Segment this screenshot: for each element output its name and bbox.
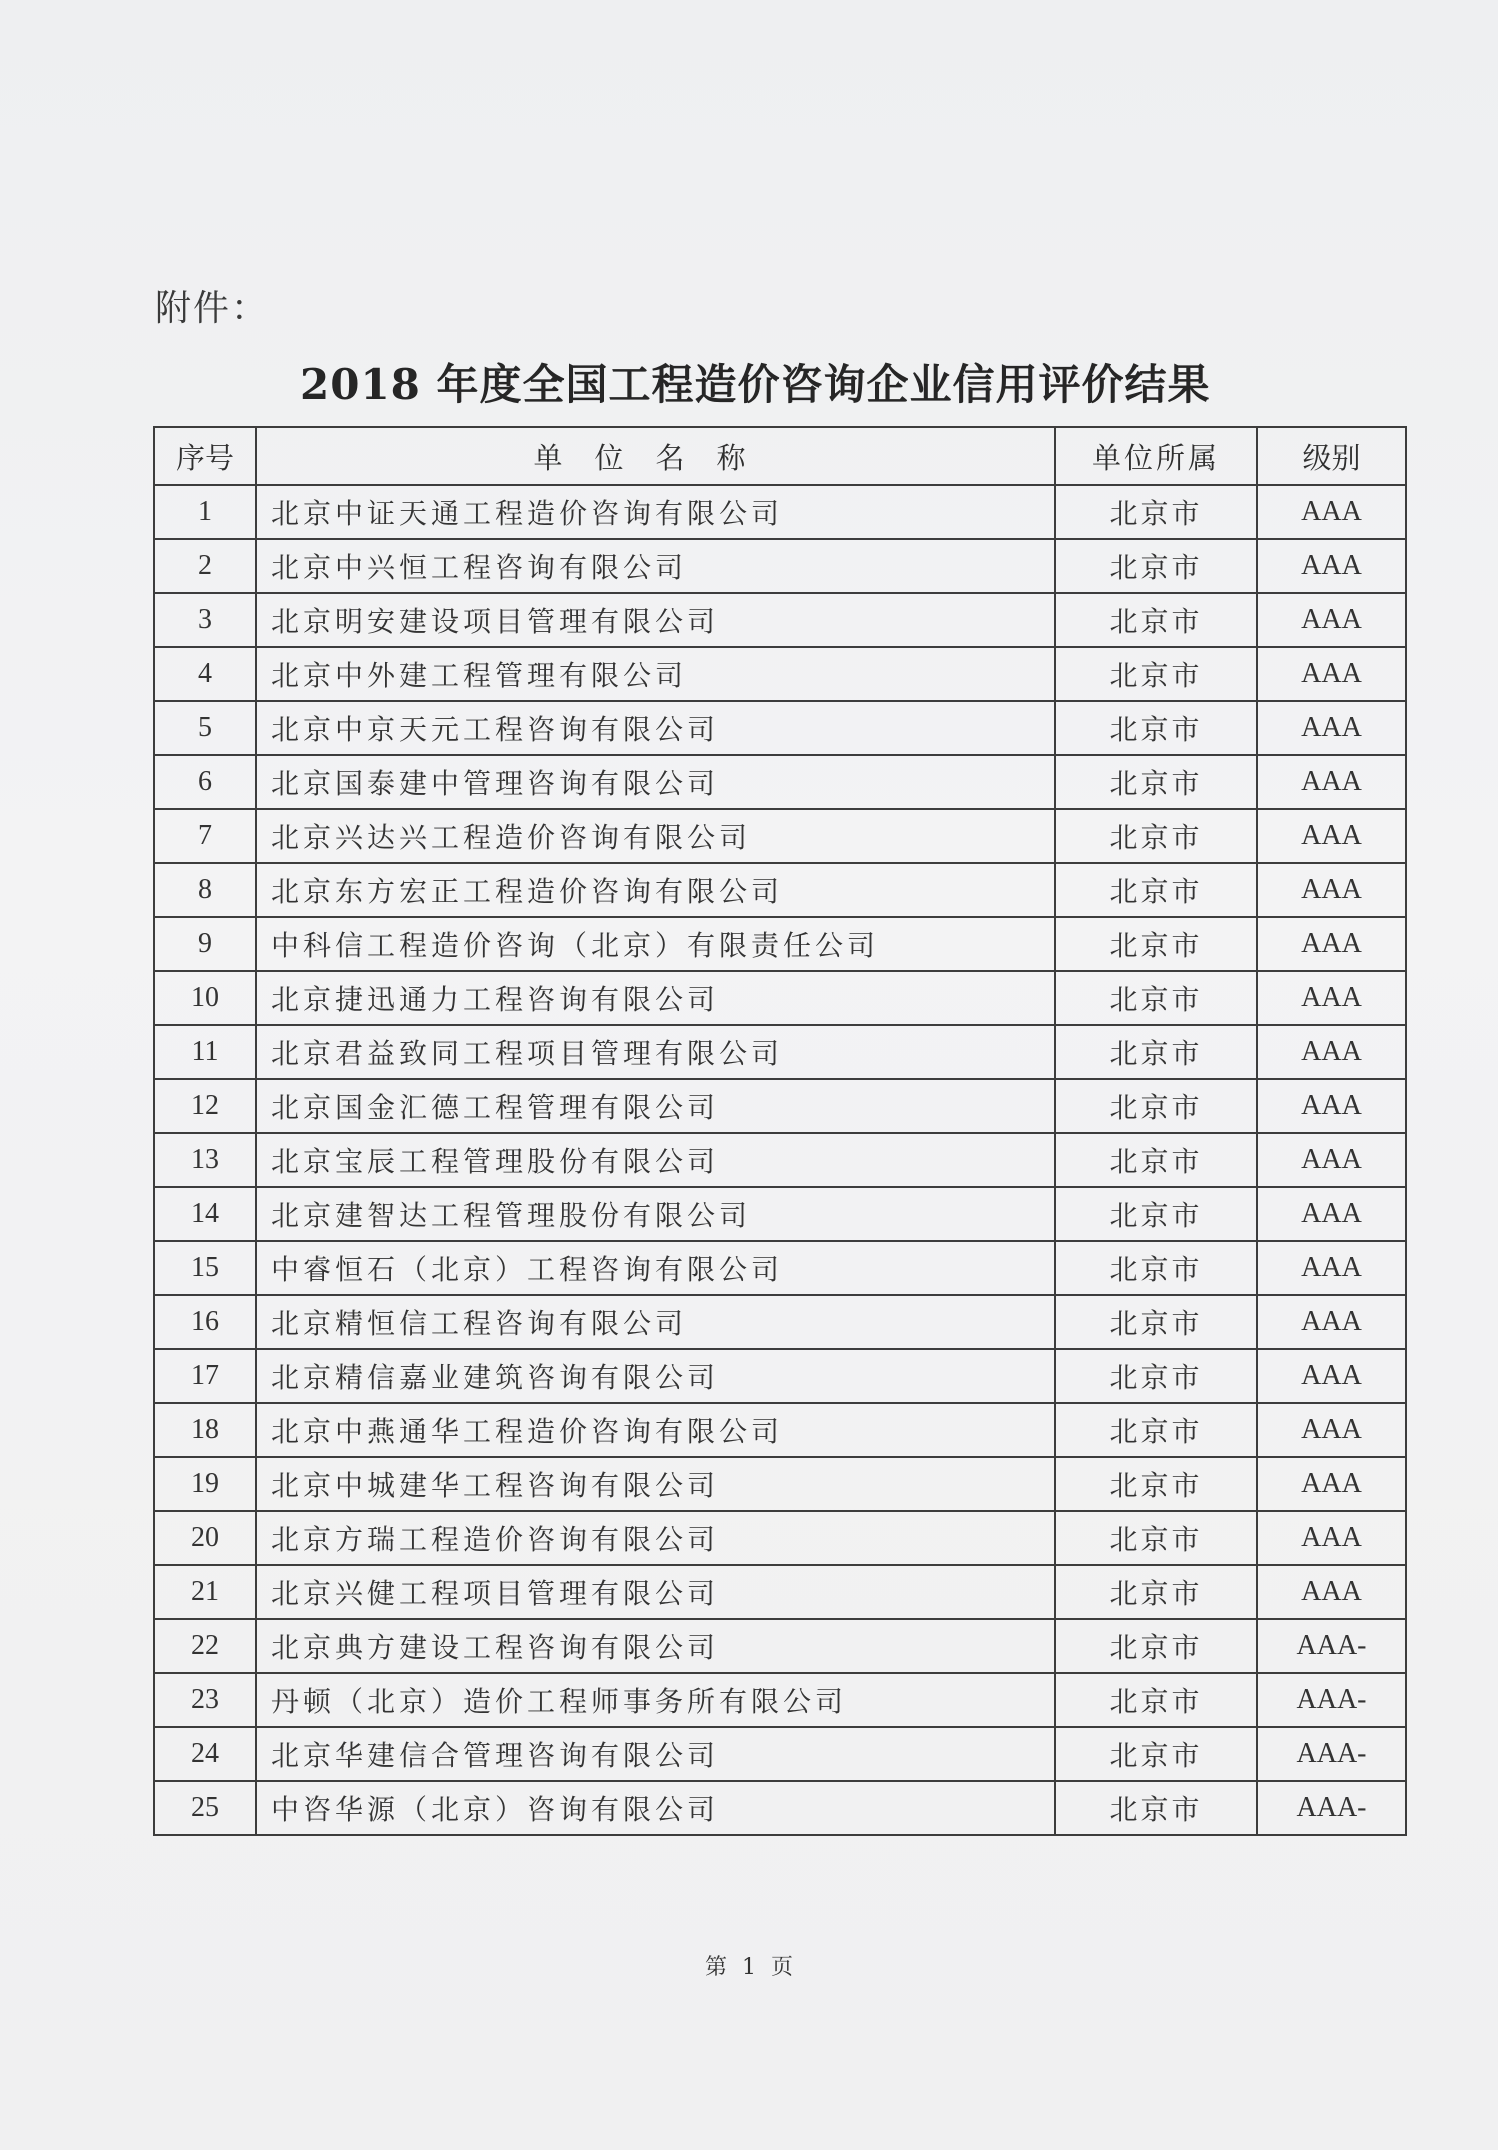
row-affiliation: 北京市 — [1055, 1025, 1257, 1079]
table-row — [154, 863, 1406, 917]
row-seq: 7 — [154, 809, 256, 863]
row-seq: 19 — [154, 1457, 256, 1511]
table-row — [154, 485, 1406, 539]
row-company-name: 北京中兴恒工程咨询有限公司 — [256, 539, 1055, 593]
row-company-name: 北京华建信合管理咨询有限公司 — [256, 1727, 1055, 1781]
row-grade: AAA — [1257, 1133, 1406, 1187]
header-affiliation: 单位所属 — [1055, 427, 1257, 485]
row-company-name: 北京精恒信工程咨询有限公司 — [256, 1295, 1055, 1349]
table-row — [154, 1673, 1406, 1727]
table-row — [154, 1565, 1406, 1619]
row-affiliation: 北京市 — [1055, 485, 1257, 539]
row-seq: 9 — [154, 917, 256, 971]
table-row — [154, 1619, 1406, 1673]
row-seq: 4 — [154, 647, 256, 701]
table-row — [154, 647, 1406, 701]
row-affiliation: 北京市 — [1055, 1619, 1257, 1673]
results-table — [153, 426, 1407, 1836]
table-row — [154, 1511, 1406, 1565]
table-row — [154, 1025, 1406, 1079]
row-grade: AAA — [1257, 917, 1406, 971]
row-affiliation: 北京市 — [1055, 1403, 1257, 1457]
table-row — [154, 1187, 1406, 1241]
row-grade: AAA — [1257, 1403, 1406, 1457]
row-company-name: 北京宝辰工程管理股份有限公司 — [256, 1133, 1055, 1187]
table-header-row — [154, 427, 1406, 485]
table-row — [154, 971, 1406, 1025]
row-company-name: 北京捷迅通力工程咨询有限公司 — [256, 971, 1055, 1025]
page-number: 第 1 页 — [705, 1955, 793, 1980]
row-company-name: 中咨华源（北京）咨询有限公司 — [256, 1781, 1055, 1835]
row-grade: AAA — [1257, 971, 1406, 1025]
row-grade: AAA — [1257, 1457, 1406, 1511]
row-grade: AAA — [1257, 1079, 1406, 1133]
row-affiliation: 北京市 — [1055, 1241, 1257, 1295]
row-affiliation: 北京市 — [1055, 1187, 1257, 1241]
row-affiliation: 北京市 — [1055, 971, 1257, 1025]
row-company-name: 北京兴达兴工程造价咨询有限公司 — [256, 809, 1055, 863]
row-company-name: 北京建智达工程管理股份有限公司 — [256, 1187, 1055, 1241]
row-grade: AAA — [1257, 539, 1406, 593]
table-row — [154, 1295, 1406, 1349]
row-seq: 6 — [154, 755, 256, 809]
row-affiliation: 北京市 — [1055, 1727, 1257, 1781]
document-title: 2018 年度全国工程造价咨询企业信用评价结果 — [300, 360, 1211, 409]
row-affiliation: 北京市 — [1055, 1565, 1257, 1619]
row-company-name: 北京中城建华工程咨询有限公司 — [256, 1457, 1055, 1511]
row-grade: AAA — [1257, 1565, 1406, 1619]
row-grade: AAA — [1257, 1187, 1406, 1241]
header-seq: 序号 — [154, 427, 256, 485]
row-affiliation: 北京市 — [1055, 1673, 1257, 1727]
row-seq: 24 — [154, 1727, 256, 1781]
row-company-name: 北京国金汇德工程管理有限公司 — [256, 1079, 1055, 1133]
row-affiliation: 北京市 — [1055, 755, 1257, 809]
row-seq: 25 — [154, 1781, 256, 1835]
row-grade: AAA — [1257, 755, 1406, 809]
row-affiliation: 北京市 — [1055, 1349, 1257, 1403]
row-seq: 21 — [154, 1565, 256, 1619]
row-affiliation: 北京市 — [1055, 701, 1257, 755]
row-grade: AAA- — [1257, 1619, 1406, 1673]
row-company-name: 北京精信嘉业建筑咨询有限公司 — [256, 1349, 1055, 1403]
row-company-name: 北京中燕通华工程造价咨询有限公司 — [256, 1403, 1055, 1457]
row-seq: 18 — [154, 1403, 256, 1457]
row-affiliation: 北京市 — [1055, 863, 1257, 917]
attachment-label: 附件： — [155, 288, 270, 329]
row-seq: 1 — [154, 485, 256, 539]
row-seq: 8 — [154, 863, 256, 917]
row-affiliation: 北京市 — [1055, 1781, 1257, 1835]
row-seq: 17 — [154, 1349, 256, 1403]
row-affiliation: 北京市 — [1055, 1079, 1257, 1133]
row-company-name: 北京君益致同工程项目管理有限公司 — [256, 1025, 1055, 1079]
row-grade: AAA — [1257, 863, 1406, 917]
row-affiliation: 北京市 — [1055, 1457, 1257, 1511]
table-row — [154, 701, 1406, 755]
row-seq: 5 — [154, 701, 256, 755]
row-seq: 22 — [154, 1619, 256, 1673]
header-grade: 级别 — [1257, 427, 1406, 485]
row-company-name: 丹顿（北京）造价工程师事务所有限公司 — [256, 1673, 1055, 1727]
header-name: 单位名称 — [256, 427, 1055, 485]
row-seq: 23 — [154, 1673, 256, 1727]
table-row — [154, 1241, 1406, 1295]
row-grade: AAA — [1257, 809, 1406, 863]
row-grade: AAA — [1257, 1511, 1406, 1565]
row-grade: AAA — [1257, 1241, 1406, 1295]
row-company-name: 北京东方宏正工程造价咨询有限公司 — [256, 863, 1055, 917]
row-seq: 16 — [154, 1295, 256, 1349]
table-row — [154, 539, 1406, 593]
row-company-name: 中睿恒石（北京）工程咨询有限公司 — [256, 1241, 1055, 1295]
row-affiliation: 北京市 — [1055, 1295, 1257, 1349]
row-company-name: 北京方瑞工程造价咨询有限公司 — [256, 1511, 1055, 1565]
row-affiliation: 北京市 — [1055, 1511, 1257, 1565]
row-seq: 20 — [154, 1511, 256, 1565]
row-affiliation: 北京市 — [1055, 809, 1257, 863]
row-grade: AAA — [1257, 1349, 1406, 1403]
row-company-name: 北京国泰建中管理咨询有限公司 — [256, 755, 1055, 809]
table-body — [154, 485, 1406, 1835]
row-grade: AAA- — [1257, 1727, 1406, 1781]
row-company-name: 北京中证天通工程造价咨询有限公司 — [256, 485, 1055, 539]
row-company-name: 北京中京天元工程咨询有限公司 — [256, 701, 1055, 755]
row-affiliation: 北京市 — [1055, 1133, 1257, 1187]
row-grade: AAA — [1257, 647, 1406, 701]
table-row — [154, 593, 1406, 647]
row-grade: AAA — [1257, 701, 1406, 755]
row-grade: AAA — [1257, 1295, 1406, 1349]
row-company-name: 北京中外建工程管理有限公司 — [256, 647, 1055, 701]
row-company-name: 中科信工程造价咨询（北京）有限责任公司 — [256, 917, 1055, 971]
row-seq: 3 — [154, 593, 256, 647]
table-row — [154, 1133, 1406, 1187]
row-seq: 13 — [154, 1133, 256, 1187]
row-affiliation: 北京市 — [1055, 917, 1257, 971]
row-grade: AAA — [1257, 593, 1406, 647]
row-grade: AAA- — [1257, 1781, 1406, 1835]
row-grade: AAA — [1257, 485, 1406, 539]
table-row — [154, 1781, 1406, 1835]
row-affiliation: 北京市 — [1055, 647, 1257, 701]
table-row — [154, 809, 1406, 863]
row-affiliation: 北京市 — [1055, 593, 1257, 647]
row-seq: 14 — [154, 1187, 256, 1241]
row-affiliation: 北京市 — [1055, 539, 1257, 593]
row-seq: 15 — [154, 1241, 256, 1295]
row-company-name: 北京兴健工程项目管理有限公司 — [256, 1565, 1055, 1619]
row-company-name: 北京明安建设项目管理有限公司 — [256, 593, 1055, 647]
row-seq: 2 — [154, 539, 256, 593]
table-row — [154, 755, 1406, 809]
row-seq: 10 — [154, 971, 256, 1025]
row-grade: AAA- — [1257, 1673, 1406, 1727]
row-seq: 11 — [154, 1025, 256, 1079]
table-row — [154, 1727, 1406, 1781]
row-grade: AAA — [1257, 1025, 1406, 1079]
table-row — [154, 1457, 1406, 1511]
table-row — [154, 1079, 1406, 1133]
table-row — [154, 1349, 1406, 1403]
row-company-name: 北京典方建设工程咨询有限公司 — [256, 1619, 1055, 1673]
row-seq: 12 — [154, 1079, 256, 1133]
table-row — [154, 917, 1406, 971]
table-row — [154, 1403, 1406, 1457]
